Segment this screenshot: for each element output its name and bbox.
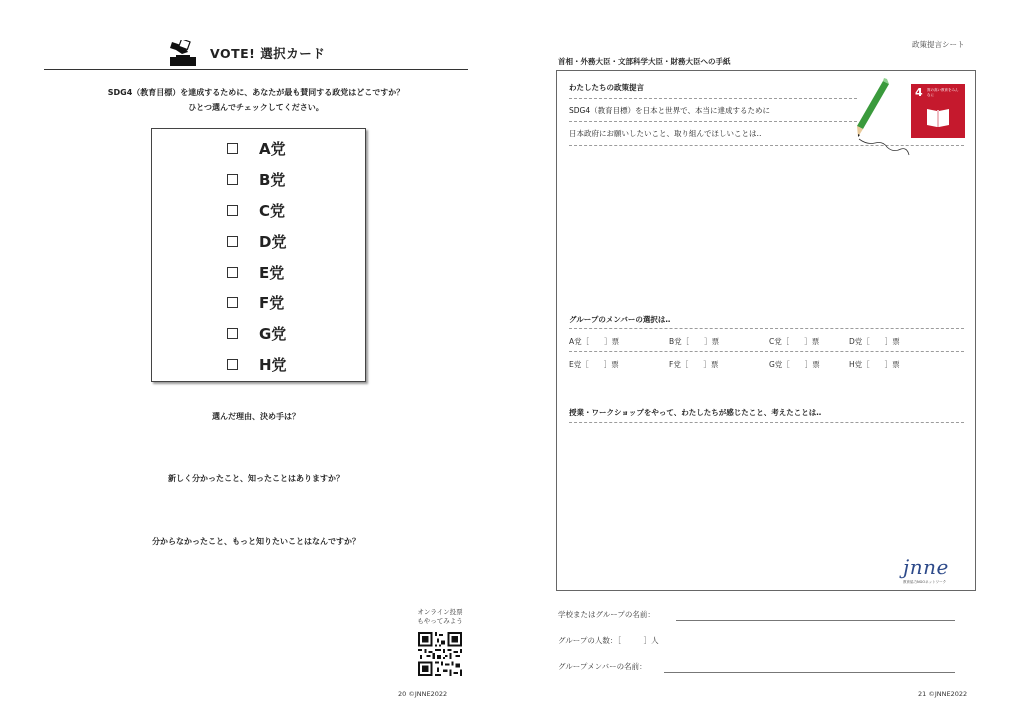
question-unknown: 分からなかったこと、もっと知りたいことはなんですか？ (152, 537, 360, 546)
sheet-label: 政策提言シート (912, 40, 965, 49)
checkbox[interactable] (227, 267, 238, 278)
logo-subtext: 教育協力NGOネットワーク (903, 580, 947, 584)
checkbox[interactable] (227, 359, 238, 370)
divider (569, 328, 964, 329)
party-option-g[interactable] (227, 321, 286, 345)
vote-card-header (44, 38, 468, 70)
vote-question-line2: ひとつ選んでチェックしてください。 (188, 103, 324, 112)
party-label: G党 (259, 324, 287, 343)
vote-count-g[interactable]: G党［ ］票 (769, 360, 820, 369)
proposal-heading: わたしたちの政策提言 (569, 83, 644, 92)
party-label: B党 (259, 170, 286, 189)
form-members-line[interactable] (664, 672, 955, 673)
qr-caption (404, 608, 476, 626)
vote-question-line1: SDG4（教育目標）を達成するために、あなたが最も賛同する政党はどこですか？ (107, 88, 405, 97)
vote-count-b[interactable]: B党［ ］票 (669, 337, 720, 346)
party-label: H党 (259, 355, 287, 374)
party-option-f[interactable] (227, 290, 284, 314)
letter-title: 首相・外務大臣・文部科学大臣・財務大臣への手紙 (558, 57, 731, 66)
qr-code[interactable] (418, 632, 462, 676)
party-label: F党 (259, 293, 285, 312)
question-learned: 新しく分かったこと、知ったことはありますか？ (168, 474, 344, 483)
party-option-h[interactable] (227, 352, 287, 376)
party-option-a[interactable] (227, 136, 286, 160)
sdg-text: 質の高い教育をみんなに (927, 88, 959, 97)
checkbox[interactable] (227, 236, 238, 247)
vote-count-d[interactable]: D党［ ］票 (849, 337, 900, 346)
letter-box (556, 70, 976, 591)
checkbox[interactable] (227, 174, 238, 185)
vote-count-h[interactable]: H党［ ］票 (849, 360, 900, 369)
vote-card-title: VOTE! 選択カード (210, 46, 326, 61)
form-school-line[interactable] (676, 620, 955, 621)
checkbox[interactable] (227, 328, 238, 339)
sdg-number: 4 (915, 86, 923, 99)
qr-caption-line2: もやってみよう (417, 617, 463, 625)
group-heading: グループのメンバーの選択は‥ (569, 315, 671, 324)
vote-count-e[interactable]: E党［ ］票 (569, 360, 619, 369)
workshop-heading: 授業・ワークショップをやって、わたしたちが感じたこと、考えたことは‥ (569, 408, 822, 417)
pencil-icon (853, 77, 915, 167)
checkbox[interactable] (227, 205, 238, 216)
party-label: E党 (259, 263, 285, 282)
jnne-logo (903, 555, 969, 585)
party-label: C党 (259, 201, 286, 220)
ballot-box-hand-icon (166, 40, 202, 68)
form-count-label: グループの人数：［ ］人 (558, 636, 659, 645)
party-option-d[interactable] (227, 229, 286, 253)
sdg4-badge (911, 84, 965, 138)
divider (569, 98, 857, 99)
page-number-right: 21 ©JNNE2022 (918, 690, 968, 698)
vote-count-c[interactable]: C党［ ］票 (769, 337, 820, 346)
vote-count-f[interactable]: F党［ ］票 (669, 360, 719, 369)
proposal-line1: SDG4（教育目標）を日本と世界で、本当に達成するために (569, 106, 770, 115)
vote-question (44, 85, 468, 115)
qr-caption-line1: オンライン投票 (417, 608, 463, 616)
party-option-b[interactable] (227, 167, 285, 191)
form-members-label: グループメンバーの名前： (558, 662, 647, 671)
party-option-e[interactable] (227, 260, 284, 284)
question-reason: 選んだ理由、決め手は？ (212, 412, 300, 421)
proposal-line2: 日本政府にお願いしたいこと、取り組んでほしいことは‥ (569, 129, 762, 138)
open-book-icon (925, 104, 951, 130)
checkbox[interactable] (227, 297, 238, 308)
logo-text: jnne (903, 555, 949, 579)
party-option-c[interactable] (227, 198, 285, 222)
ballot-card (151, 128, 366, 382)
page-number-left: 20 ©JNNE2022 (398, 690, 448, 698)
vote-count-a[interactable]: A党［ ］票 (569, 337, 620, 346)
checkbox[interactable] (227, 143, 238, 154)
divider (569, 351, 964, 352)
party-label: A党 (259, 139, 286, 158)
party-label: D党 (259, 232, 287, 251)
form-school-label: 学校またはグループの名前： (558, 610, 655, 619)
divider (569, 422, 964, 423)
divider (569, 121, 857, 122)
